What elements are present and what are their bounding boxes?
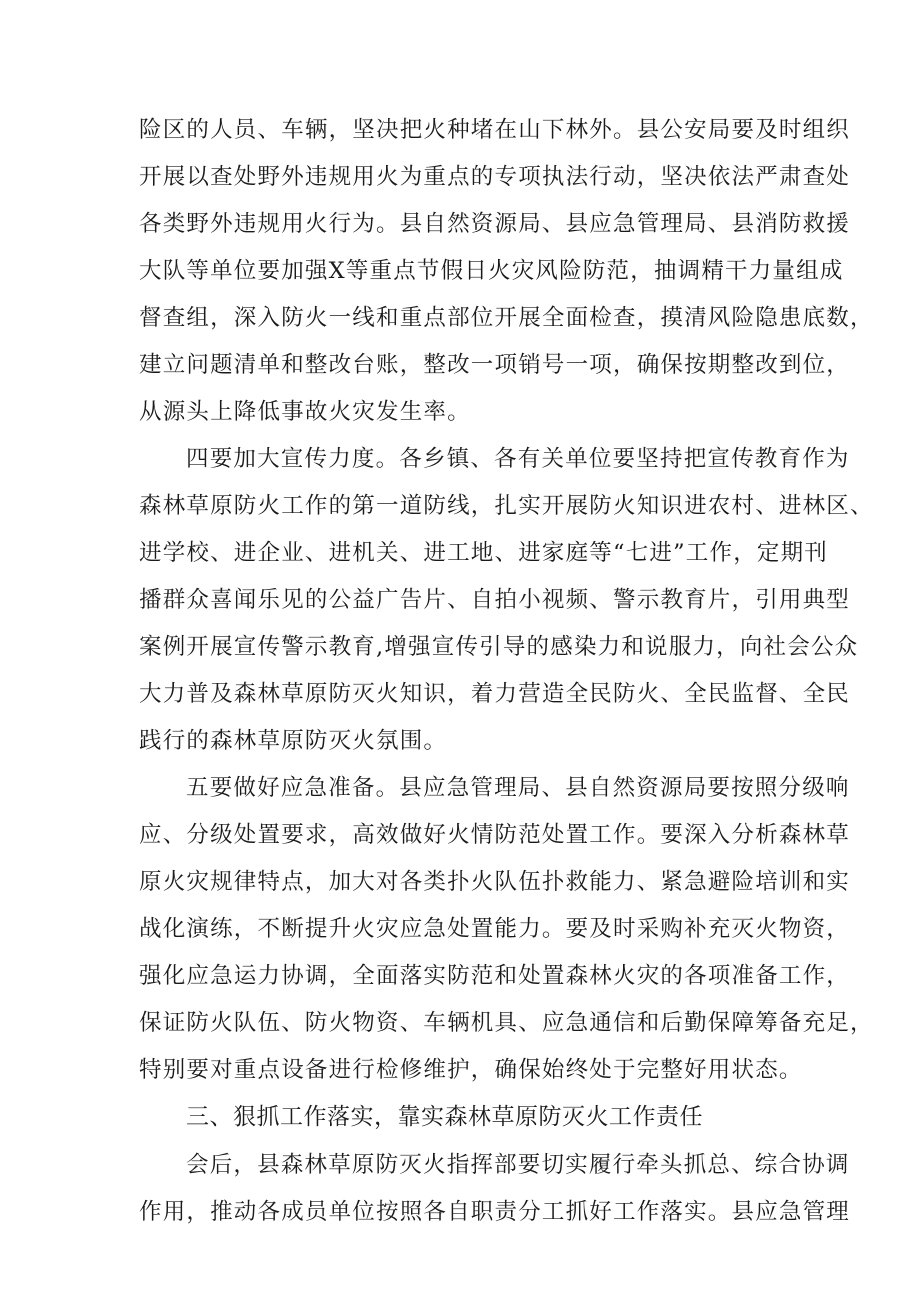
paragraph-2-line-4: 播群众喜闻乐见的公益广告片、自拍小视频、警示教育片，引用典型: [139, 587, 851, 613]
paragraph-3-line-6: 保证防火队伍、防火物资、车辆机具、应急通信和后勤保障筹备充足，: [139, 1010, 874, 1036]
paragraph-3-line-3: 原火灾规律特点，加大对各类扑火队伍扑救能力、紧急避险培训和实: [139, 869, 851, 895]
paragraph-1-line-4: 大队等单位要加强X等重点节假日火灾风险防范，抽调精干力量组成: [139, 258, 844, 284]
paragraph-2-line-6: 大力普及森林草原防灭火知识，着力营造全民防火、全民监督、全民: [139, 681, 851, 707]
paragraph-1-line-3: 各类野外违规用火行为。县自然资源局、县应急管理局、县消防救援: [139, 211, 851, 237]
paragraph-3-line-4: 战化演练，不断提升火灾应急处置能力。要及时采购补充灭火物资，: [139, 916, 851, 942]
paragraph-2-line-1: 四要加大宣传力度。各乡镇、各有关单位要坚持把宣传教育作为: [186, 446, 850, 472]
section-heading-3: 三、狠抓工作落实，靠实森林草原防灭火工作责任: [186, 1104, 703, 1130]
paragraph-4-line-2: 作用，推动各成员单位按照各自职责分工抓好工作落实。县应急管理: [139, 1199, 851, 1225]
paragraph-2-line-5: 案例开展宣传警示教育,增强宣传引导的感染力和说服力，向社会公众: [139, 634, 859, 660]
paragraph-3-line-2: 应、分级处置要求，高效做好火情防范处置工作。要深入分析森林草: [139, 822, 851, 848]
paragraph-1-line-5: 督查组，深入防火一线和重点部位开展全面检查，摸清风险隐患底数，: [139, 305, 874, 331]
paragraph-1-line-7: 从源头上降低事故火灾发生率。: [139, 399, 471, 425]
paragraph-2-line-2: 森林草原防火工作的第一道防线，扎实开展防火知识进农村、进林区、: [139, 493, 874, 519]
paragraph-1-line-1: 险区的人员、车辆，坚决把火种堵在山下林外。县公安局要及时组织: [139, 117, 851, 143]
paragraph-1-line-2: 开展以查处野外违规用火为重点的专项执法行动，坚决依法严肃查处: [139, 164, 851, 190]
paragraph-3-line-5: 强化应急运力协调，全面落实防范和处置森林火灾的各项准备工作，: [139, 963, 851, 989]
paragraph-4-line-1: 会后，县森林草原防灭火指挥部要切实履行牵头抓总、综合协调: [186, 1152, 850, 1178]
paragraph-1-line-6: 建立问题清单和整改台账，整改一项销号一项，确保按期整改到位，: [139, 352, 851, 378]
paragraph-2-line-3: 进学校、进企业、进机关、进工地、进家庭等“七进”工作，定期刊: [139, 540, 829, 566]
paragraph-2-line-7: 践行的森林草原防灭火氛围。: [139, 728, 448, 754]
paragraph-3-line-1: 五要做好应急准备。县应急管理局、县自然资源局要按照分级响: [186, 775, 850, 801]
paragraph-3-line-7: 特别要对重点设备进行检修维护，确保始终处于完整好用状态。: [139, 1057, 803, 1083]
